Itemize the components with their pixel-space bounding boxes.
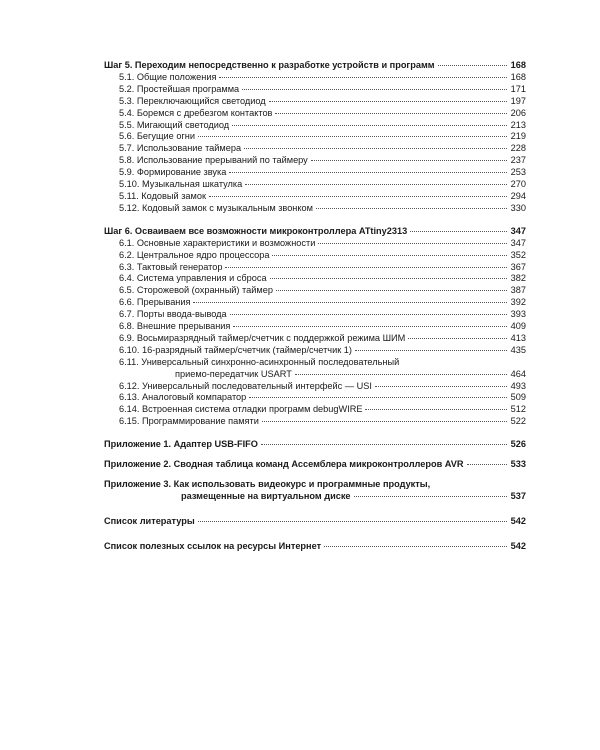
dot-leader <box>270 278 507 279</box>
page-number: 168 <box>510 60 526 70</box>
section-title: 6.3. Тактовый генератор <box>119 261 223 272</box>
toc-section[interactable] <box>104 297 526 309</box>
toc-section[interactable] <box>104 108 526 120</box>
dot-leader <box>219 77 507 78</box>
toc-section[interactable] <box>104 345 526 357</box>
toc-section[interactable] <box>104 203 526 215</box>
dot-leader <box>232 125 507 126</box>
toc-section[interactable] <box>104 321 526 333</box>
dot-leader <box>311 160 507 161</box>
dot-leader <box>354 496 507 497</box>
page-number: 512 <box>510 404 526 415</box>
dot-leader <box>355 350 507 351</box>
dot-leader <box>244 148 507 149</box>
dot-leader <box>193 302 507 303</box>
toc-section[interactable] <box>104 143 526 155</box>
dot-leader <box>245 184 507 185</box>
section-title: 6.14. Встроенная система отладки программ debugWIRE <box>119 404 363 415</box>
section-title: 6.4. Система управления и сброса <box>119 273 267 284</box>
toc-section[interactable] <box>104 191 526 203</box>
section-title: 6.2. Центральное ядро процессора <box>119 249 270 260</box>
dot-leader <box>262 421 507 422</box>
section-title: 5.8. Использование прерываний по таймеру <box>119 155 308 166</box>
page-number: 330 <box>510 202 526 213</box>
page-number: 270 <box>510 179 526 190</box>
toc-section[interactable] <box>104 333 526 345</box>
dot-leader <box>225 267 507 268</box>
dot-leader <box>365 409 507 410</box>
page-number: 526 <box>510 439 526 450</box>
page-number: 237 <box>510 155 526 166</box>
toc-appendix-3-line1[interactable] <box>104 479 526 491</box>
section-title: 5.4. Боремся с дребезгом контактов <box>119 107 273 118</box>
section-title: 6.8. Внешние прерывания <box>119 321 231 332</box>
section-title: 5.6. Бегущие огни <box>119 131 195 142</box>
table-of-contents <box>104 60 526 553</box>
section-title: 5.1. Общие положения <box>119 71 217 82</box>
page-number: 347 <box>510 225 526 236</box>
section-title: 6.6. Прерывания <box>119 297 191 308</box>
toc-links[interactable] <box>104 541 526 553</box>
page-number: 387 <box>510 285 526 296</box>
toc-section[interactable] <box>104 120 526 132</box>
page-number: 409 <box>510 321 526 332</box>
section-title-line1: 6.11. Универсальный синхронно-асинхронный последовательный <box>119 356 400 367</box>
toc-section[interactable] <box>104 392 526 404</box>
toc-chapter-6[interactable] <box>104 226 526 238</box>
page-number: 294 <box>510 190 526 201</box>
dot-leader <box>375 386 507 387</box>
page-number: 213 <box>510 119 526 130</box>
section-title: 6.5. Сторожевой (охранный) таймер <box>119 285 273 296</box>
section-title: 6.15. Программирование памяти <box>119 416 259 427</box>
dot-leader <box>209 196 507 197</box>
dot-leader <box>249 397 507 398</box>
dot-leader <box>275 113 507 114</box>
page-number: 435 <box>510 344 526 355</box>
section-title: 5.9. Формирование звука <box>119 167 227 178</box>
page-number: 533 <box>510 459 526 470</box>
toc-section[interactable] <box>104 250 526 262</box>
section-title: 5.12. Кодовый замок с музыкальным звонком <box>119 202 313 213</box>
section-title-line2: приемо-передатчик USART <box>175 368 292 379</box>
dot-leader <box>261 444 507 445</box>
toc-appendix-2[interactable] <box>104 459 526 471</box>
appendix-title-line1: Приложение 3. Как использовать видеокурс и программные продукты, <box>104 479 431 489</box>
toc-section[interactable] <box>104 309 526 321</box>
toc-section[interactable] <box>104 273 526 285</box>
literature-title: Список литературы <box>104 515 195 526</box>
dot-leader <box>269 101 507 102</box>
toc-section[interactable] <box>104 84 526 96</box>
page-number: 509 <box>510 392 526 403</box>
page-number: 168 <box>510 71 526 82</box>
toc-literature[interactable] <box>104 516 526 528</box>
page-number: 393 <box>510 309 526 320</box>
toc-appendix-1[interactable] <box>104 439 526 451</box>
toc-section[interactable] <box>104 285 526 297</box>
toc-section[interactable] <box>104 404 526 416</box>
toc-section[interactable] <box>104 96 526 108</box>
page-number: 352 <box>510 249 526 260</box>
section-title: 5.3. Переключающийся светодиод <box>119 95 266 106</box>
dot-leader <box>408 338 507 339</box>
appendix-title: Приложение 1. Адаптер USB-FIFO <box>104 439 258 450</box>
appendix-title-line2: размещенные на виртуальном диске <box>181 490 351 501</box>
dot-leader <box>410 231 507 232</box>
dot-leader <box>438 65 507 66</box>
section-title: 5.5. Мигающий светодиод <box>119 119 230 130</box>
section-title: 6.9. Восьмиразрядный таймер/счетчик с поддержкой режима ШИМ <box>119 332 406 343</box>
toc-appendix-3-line2[interactable] <box>104 491 526 503</box>
toc-section-line2[interactable] <box>104 369 526 381</box>
toc-section[interactable] <box>104 381 526 393</box>
toc-section[interactable] <box>104 416 526 428</box>
page-number: 493 <box>510 380 526 391</box>
section-title: 5.10. Музыкальная шкатулка <box>119 179 243 190</box>
page-number: 228 <box>510 143 526 154</box>
toc-section[interactable] <box>104 72 526 84</box>
dot-leader <box>276 290 507 291</box>
section-title: 5.7. Использование таймера <box>119 143 242 154</box>
dot-leader <box>198 136 507 137</box>
page-number: 522 <box>510 416 526 427</box>
section-title: 6.10. 16-разрядный таймер/счетчик (таймер/счетчик 1) <box>119 344 352 355</box>
appendix-title: Приложение 2. Сводная таблица команд Ассемблера микроконтроллеров AVR <box>104 459 464 470</box>
toc-chapter-5[interactable] <box>104 60 526 72</box>
dot-leader <box>242 89 507 90</box>
chapter-title: Шаг 6. Осваиваем все возможности микроконтроллера ATtiny2313 <box>104 225 408 236</box>
page-number: 392 <box>510 297 526 308</box>
section-title: 6.7. Порты ввода-вывода <box>119 309 227 320</box>
page-number: 171 <box>510 83 526 94</box>
toc-section[interactable] <box>104 167 526 179</box>
toc-section[interactable] <box>104 238 526 250</box>
section-title: 6.1. Основные характеристики и возможности <box>119 237 316 248</box>
page-number: 206 <box>510 107 526 118</box>
page-number: 382 <box>510 273 526 284</box>
dot-leader <box>324 546 507 547</box>
toc-section[interactable] <box>104 262 526 274</box>
section-title: 5.2. Простейшая программа <box>119 83 240 94</box>
page-number: 413 <box>510 332 526 343</box>
toc-section[interactable] <box>104 155 526 167</box>
dot-leader <box>233 326 507 327</box>
section-title: 6.13. Аналоговый компаратор <box>119 392 247 403</box>
page-number: 367 <box>510 261 526 272</box>
links-title: Список полезных ссылок на ресурсы Интернет <box>104 540 322 551</box>
page-number: 347 <box>510 237 526 248</box>
page-number: 542 <box>510 540 526 551</box>
toc-section[interactable] <box>104 131 526 143</box>
dot-leader <box>318 243 507 244</box>
page-number: 464 <box>510 368 526 379</box>
chapter-6-sections <box>104 238 526 429</box>
page-number: 197 <box>510 95 526 106</box>
dot-leader <box>272 255 507 256</box>
section-title: 6.12. Универсальный последовательный интерфейс — USI <box>119 380 372 391</box>
dot-leader <box>467 464 508 465</box>
section-title: 5.11. Кодовый замок <box>119 190 206 201</box>
dot-leader <box>229 172 507 173</box>
page-number: 219 <box>510 131 526 142</box>
dot-leader <box>316 208 507 209</box>
dot-leader <box>295 374 507 375</box>
dot-leader <box>230 314 507 315</box>
dot-leader <box>198 521 507 522</box>
page-number: 253 <box>510 167 526 178</box>
toc-section-line1[interactable] <box>104 357 526 369</box>
chapter-5-sections <box>104 72 526 215</box>
page-number: 537 <box>510 490 526 501</box>
toc-section[interactable] <box>104 179 526 191</box>
page-number: 542 <box>510 515 526 526</box>
chapter-title: Шаг 5. Переходим непосредственно к разработке устройств и программ <box>104 60 435 70</box>
